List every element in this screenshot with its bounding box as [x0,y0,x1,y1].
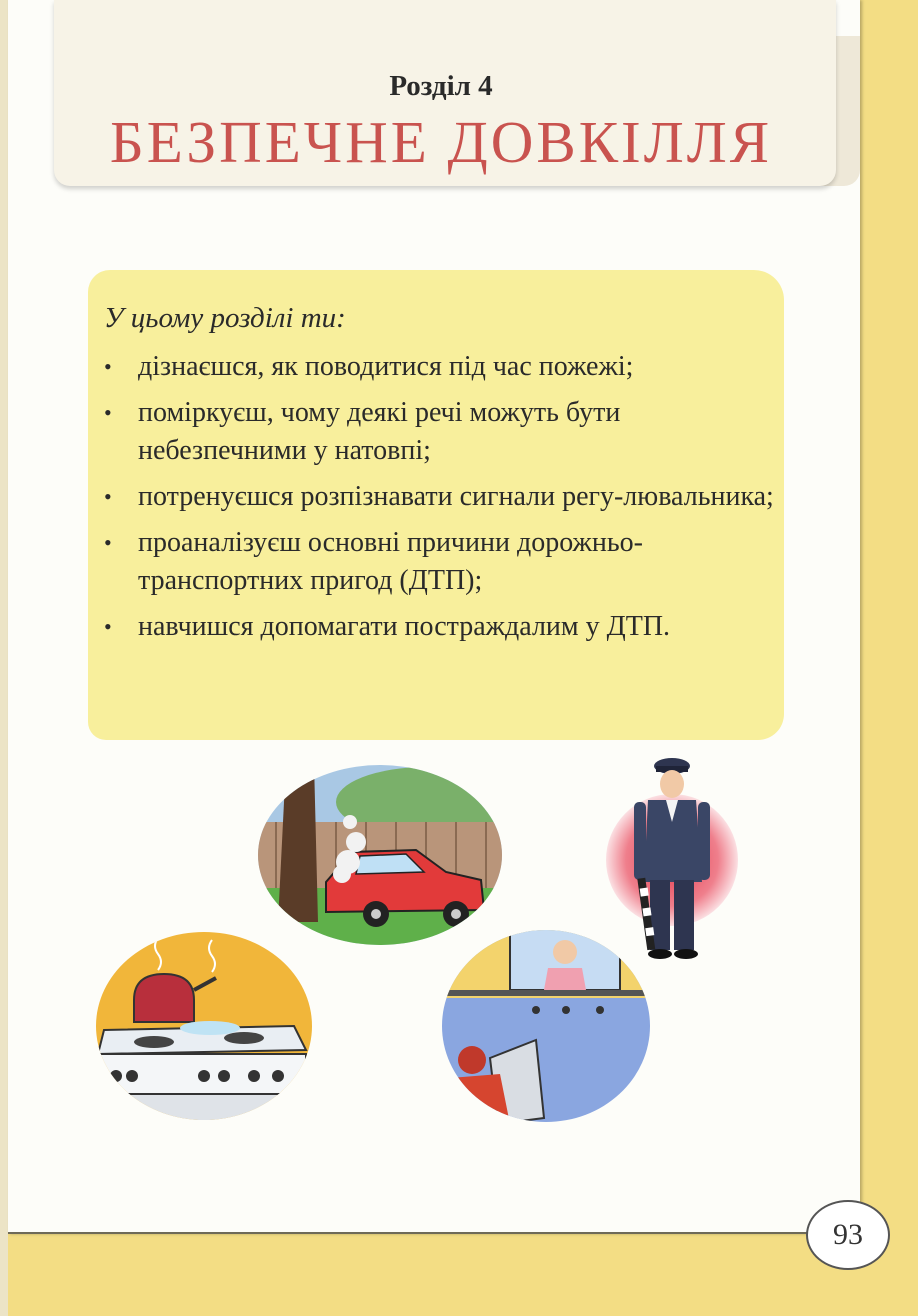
book-spine-strip [0,0,8,1316]
bullet-icon: • [104,400,112,425]
list-item: • дізнаєшся, як поводитися під час пожежі; [100,348,780,386]
list-item: • потренуєшся розпізнавати сигнали регу-лювальника; [100,478,780,516]
fire-rescue-illustration [440,928,652,1124]
section-label: Розділ 4 [389,70,493,102]
bullet-icon: • [104,530,112,555]
bullet-icon: • [104,484,112,509]
objectives-list [100,348,780,654]
list-item: • навчишся допомагати постраждалим у ДТП. [100,608,780,646]
list-item: • поміркуєш, чому деякі речі можуть бути небезпечними у натовпі; [100,394,780,470]
list-item: • проаналізуєш основні причини дорожньо-транспортних пригод (ДТП); [100,524,780,600]
page-title: БЕЗПЕЧНЕ ДОВКІЛЛЯ [109,109,773,175]
bullet-icon: • [104,354,112,379]
objectives-intro: У цьому розділі ти: [104,302,346,334]
bullet-icon: • [104,614,112,639]
stove-kettle-illustration [94,930,314,1122]
page-number: 93 [806,1200,890,1270]
car-accident-illustration [256,762,504,948]
